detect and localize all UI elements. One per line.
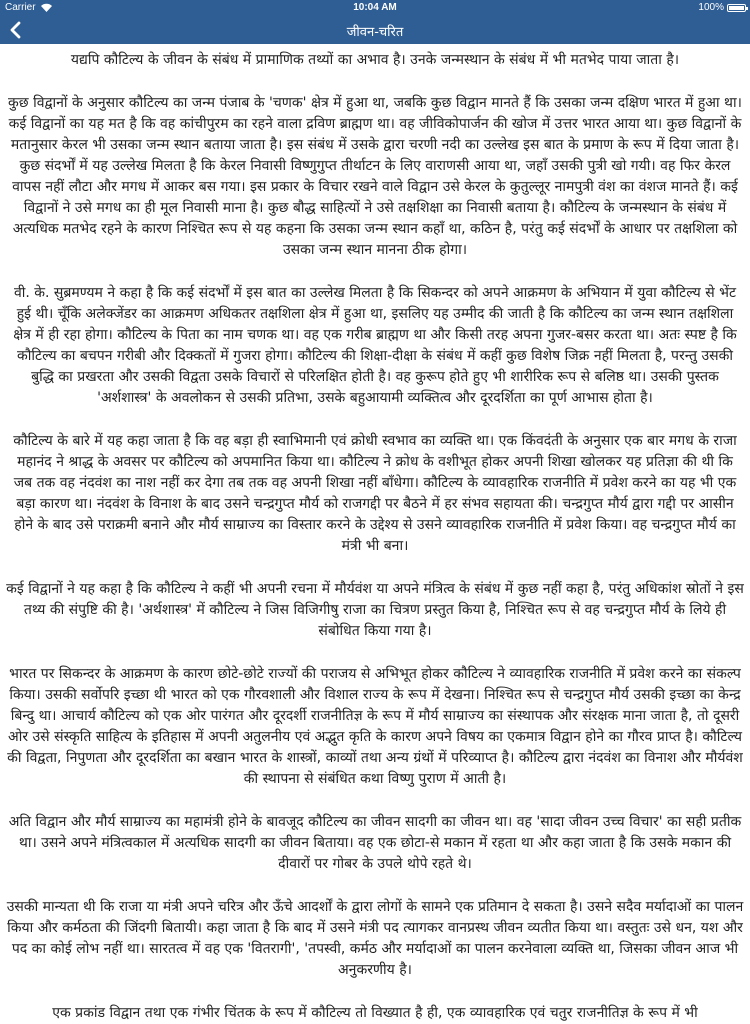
page-title: जीवन-चरित bbox=[346, 25, 404, 40]
paragraph: कई विद्वानों ने यह कहा है कि कौटिल्य ने कहीं भी अपनी रचना में मौर्यवंश या अपने मंत्रित्व के संबंध में कुछ नहीं कहा है, परंतु अधिकांश स्रोतों ने इस तथ्य की संपुष्टि की है। 'अर्थशास्त्र' में कौटिल्य ने जिस विजिगीषु राजा का चित्रण प्रस्तुत किया है, निश्चित रूप से वह चन्द्रगुप्त मौर्य के लिये ही संबोधित किया गया है। bbox=[6, 581, 744, 639]
paragraph: यद्यपि कौटिल्य के जीवन के संबंध में प्रामाणिक तथ्यों का अभाव है। उनके जन्मस्थान के संबंध में भी मतभेद पाया जाता है। bbox=[70, 52, 680, 68]
status-bar bbox=[0, 0, 750, 16]
navigation-bar bbox=[0, 16, 750, 44]
paragraph: कौटिल्य के बारे में यह कहा जाता है कि वह बड़ा ही स्वाभिमानी एवं क्रोधी स्वभाव का व्यक्ति था। एक किंवदंती के अनुसार एक बार मगध के राजा महानंद ने श्राद्ध के अवसर पर कौटिल्य को अपमानित किया था। कौटिल्य ने क्रोध के वशीभूत होकर अपनी शिखा खोलकर यह प्रतिज्ञा की थी कि जब तक वह नंदवंश का नाश नहीं कर देगा तब तक वह अपनी शिखा नहीं बाँधेगा। कौटिल्य के व्यावहारिक राजनीति में प्रवेश करने का यह भी एक बड़ा कारण था। नंदवंश के विनाश के बाद उसने चन्द्रगुप्त मौर्य को राजगद्दी पर बैठने में हर संभव सहायता की। चन्द्रगुप्त मौर्य द्वारा गद्दी पर आसीन होने के बाद उसे पराक्रमी बनाने और मौर्य साम्राज्य का विस्तार करने के उद्देश्य से उसने व्यावहारिक राजनीति में प्रवेश किया। वह चन्द्रगुप्त मौर्य का मंत्री भी बना। bbox=[13, 433, 737, 554]
paragraph: उसकी मान्यता थी कि राजा या मंत्री अपने चरित्र और ऊँचे आदर्शों के द्वारा लोगों के सामने एक प्रतिमान दे सकता है। उसने सदैव मर्यादाओं का पालन किया और कर्मठता की जिंदगी बितायी। कहा जाता है कि बाद में उसने मंत्री पद त्यागकर वानप्रस्थ जीवन व्यतीत किया था। वस्तुतः उसे धन, यश और पद का कोई लोभ नहीं था। सारतत्व में वह एक 'वितरागी', 'तपस्वी, कर्मठ और मर्यादाओं का पालन करनेवाला व्यक्ति था, जिसका जीवन आज भी अनुकरणीय है। bbox=[6, 899, 744, 978]
paragraph: वी. के. सुब्रमण्यम ने कहा है कि कई संदर्भों में इस बात का उल्लेख मिलता है कि सिकन्दर को अपने आक्रमण के अभियान में युवा कौटिल्य से भेंट हुई थी। चूँकि अलेक्जेंडर का आक्रमण अधिकतर तक्षशिला क्षेत्र में हुआ था, इसलिए यह उम्मीद की जाती है कि कौटिल्य का जन्म स्थान तक्षशिला क्षेत्र में ही रहा होगा। कौटिल्य के पिता का नाम चणक था। वह एक गरीब ब्राह्मण था और किसी तरह अपना गुजर-बसर करता था। अतः स्पष्ट है कि कौटिल्य का बचपन गरीबी और दिक्कतों में गुजरा होगा। कौटिल्य की शिक्षा-दीक्षा के संबंध में कहीं कुछ विशेष जिक्र नहीं मिलता है, परन्तु उसकी बुद्धि का प्रखरता और उसकी विद्वता उसके विचारों से परिलक्षित होती है। वह कुरूप होते हुए भी शारीरिक रूप से बलिष्ठ था। उसकी पुस्तक 'अर्शशास्त्र' के अवलोकन से उसकी प्रतिभा, उसके बहुआयामी व्यक्तित्व और दूरदर्शिता का पूर्ण आभास होता है। bbox=[13, 285, 737, 406]
battery-percent: 100% bbox=[698, 2, 724, 13]
paragraph: भारत पर सिकन्दर के आक्रमण के कारण छोटे-छोटे राज्यों की पराजय से अभिभूत होकर कौटिल्य ने व्यावहारिक राजनीति में प्रवेश करने का संकल्प किया। उसकी सर्वोपरि इच्छा थी भारत को एक गौरवशाली और विशाल राज्य के रूप में देखना। निश्चित रूप से चन्द्रगुप्त मौर्य उसकी इच्छा का केन्द्र बिन्दु था। आचार्य कौटिल्य को एक ओर पारंगत और दूरदर्शी राजनीतिज्ञ के रूप में मौर्य साम्राज्य का संस्थापक और संरक्षक माना जाता है, तो दूसरी ओर उसे संस्कृति साहित्य के इतिहास में अपनी अतुलनीय एवं अद्भुत कृति के कारण अपने विषय का एकमात्र विद्वान होने का गौरव प्राप्त है। कौटिल्य की विद्वता, निपुणता और दूरदर्शिता का बखान भारत के शास्त्रों, काव्यों तथा अन्य ग्रंथों में परिव्याप्त है। कौटिल्य द्वारा नंदवंश का विनाश और मौर्यवंश की स्थापना से संबंधित कथा विष्णु पुराण में आती है। bbox=[7, 666, 743, 787]
article-body[interactable] bbox=[0, 44, 750, 1021]
status-time: 10:04 AM bbox=[353, 2, 397, 13]
carrier-label: Carrier bbox=[5, 2, 36, 13]
battery-icon bbox=[727, 4, 746, 12]
paragraph: कुछ विद्वानों के अनुसार कौटिल्य का जन्म पंजाब के 'चणक' क्षेत्र में हुआ था, जबकि कुछ विद्वान मानते हैं कि उसका जन्म दक्षिण भारत में हुआ था। कई विद्वानों का यह मत है कि वह कांचीपुरम का रहने वाला द्रविण ब्राह्मण था। वह जीविकोपार्जन की खोज में उत्तर भारत आया था। कुछ विद्वानों के मतानुसार केरल भी उसका जन्म स्थान बताया जाता है। इस संबंध में उसके द्वारा चरणी नदी का उल्लेख इस बात के प्रमाण के रूप में दिया जाता है। कुछ संदर्भों में यह उल्लेख मिलता है कि केरल निवासी विष्णुगुप्त तीर्थाटन के लिए वाराणसी आया था, जहाँ उसकी पुत्री खो गयी। वह फिर केरल वापस नहीं लौटा और मगध में आकर बस गया। इस प्रकार के विचार रखने वाले विद्वान उसे केरल के कुतुल्लूर नामपुत्री वंश का वंशज मानते हैं। कई विद्वानों ने उसे मगध का ही मूल निवासी माना है। कुछ बौद्ध साहित्यों ने उसे तक्षशिक्षा का निवासी बताया है। कौटिल्य के जन्मस्थान के संबंध में अत्यधिक मतभेद रहने के कारण निश्चित रूप से यह कहना कि उसका जन्म स्थान कहाँ था, कठिन है, परंतु कई संदर्भों के आधार पर तक्षशिला को उसका जन्म स्थान मानना ठीक होगा। bbox=[8, 95, 742, 258]
paragraph: एक प्रकांड विद्वान तथा एक गंभीर चिंतक के रूप में कौटिल्य तो विख्यात है ही, एक व्यावहारिक एवं चतुर राजनीतिज्ञ के रूप में भी bbox=[52, 1005, 698, 1021]
paragraph: अति विद्वान और मौर्य साम्राज्य का महामंत्री होने के बावजूद कौटिल्य का जीवन सादगी का जीवन था। वह 'सादा जीवन उच्च विचार' का सही प्रतीक था। उसने अपने मंत्रित्वकाल में अत्यधिक सादगी का जीवन बिताया। वह एक छोटा-से मकान में रहता था और कहा जाता है कि उसके मकान की दीवारों पर गोबर के उपले थोपे रहते थे। bbox=[8, 814, 742, 872]
